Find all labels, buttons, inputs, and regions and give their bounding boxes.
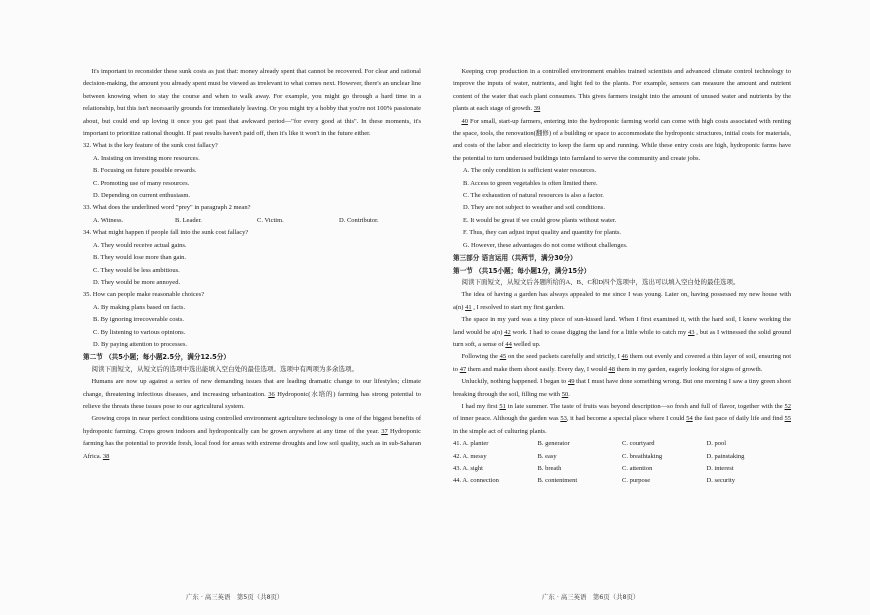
- option: A. Witness.: [93, 216, 124, 224]
- answer-option: 41. A. planter: [453, 440, 489, 448]
- blank: 54: [686, 415, 693, 423]
- text: the fast pace of daily life and find: [694, 415, 783, 423]
- text: Following the: [461, 353, 498, 361]
- answer-option: B. generator: [537, 440, 570, 448]
- answer-option: C. attention: [622, 465, 653, 472]
- blank-40: 40: [461, 117, 468, 125]
- page-right: [453, 66, 791, 488]
- cloze-paragraph: [453, 351, 791, 376]
- option: C. Promoting use of many resources.: [93, 179, 190, 187]
- text: For small, start-up farmers, entering into the hydroponic farming world can come with high costs associated with renting the space, tools, the renovation(翻修) of a building or space to accommodate the hydroponic structures, initial costs for materials, and costs of the labor and electricity to keep the farm up and running. While these entry costs are high, hydroponic farms have the potential to turn underused buildings into farmland to serve the community and create jobs.: [453, 117, 791, 162]
- blank: 42: [504, 328, 511, 336]
- option: B. Access to green vegetables is often limited there.: [463, 179, 598, 187]
- answer-option: D. pool: [706, 440, 726, 448]
- page-footer: 广东 · 高三英语 第5页（共8页）: [186, 593, 284, 601]
- blank-37: 37: [381, 427, 388, 435]
- text: them and make them shoot easily. Every day, I would: [467, 365, 607, 373]
- section-instruction: 阅读下面短文，从短文后各题所给的A、B、C和D四个选项中，选出可以填入空白处的最佳选项。: [461, 278, 740, 286]
- option: E. It would be great if we could grow plants without water.: [463, 216, 617, 224]
- text: on the seed packets carefully and strictly, I: [507, 353, 620, 361]
- blank-39: 39: [533, 105, 541, 113]
- option: A. Insisting on investing more resources.: [93, 154, 200, 162]
- question-34: 34. What might happen if people fall into the sunk cost fallacy?: [83, 229, 249, 237]
- option: B. Focusing on future possible rewards.: [93, 167, 197, 175]
- blank-36: 36: [268, 390, 275, 398]
- text: Unluckily, nothing happened. I began to: [461, 378, 567, 386]
- blank: 46: [621, 353, 629, 361]
- answer-option: 42. A. messy: [453, 452, 487, 460]
- option: B. They would lose more than gain.: [93, 254, 187, 262]
- text: Keeping crop production in a controlled environment enables trained scientists and advanced climate control technology to improve the inputs of water, nutrients, and light fed to the plants. For example, sensors can measure the amount and nutrient content of the water that each plant consumes. This gives farmers insight into the amount of unused water and nutrients by the plants at each stage of growth.: [453, 68, 791, 113]
- text: , I resolved to start my first garden.: [473, 303, 565, 311]
- page-left: [83, 66, 421, 463]
- blank: 45: [499, 353, 507, 361]
- option: D. They are not subject to weather and soil conditions.: [463, 204, 605, 212]
- text: in late summer. The taste of fruits was beyond description—so fresh and full of flavor, together with the: [507, 402, 783, 410]
- answer-option: B. easy: [537, 452, 557, 460]
- answer-option: D. interest: [706, 465, 734, 472]
- blank: 41: [465, 303, 472, 311]
- option: A. The only condition is sufficient water resources.: [463, 167, 597, 175]
- answer-row: [453, 438, 791, 450]
- option: F. Thus, they can adjust input quality and quantity for plants.: [463, 229, 622, 237]
- text: them in my garden, eagerly looking for signs of growth.: [616, 365, 763, 373]
- part-title: 第三部分 语言运用（共两节，满分30分）: [453, 254, 577, 263]
- blank: 51: [499, 402, 506, 410]
- text: work. I had to cease digging the land for a little while to catch my: [512, 328, 687, 336]
- option: D. They would be more annoyed.: [93, 278, 181, 286]
- question-33: 33. What does the underlined word "prey" in paragraph 2 mean?: [83, 204, 251, 212]
- option: C. The exhaustion of natural resources is also a factor.: [463, 192, 604, 200]
- blank: 55: [784, 415, 792, 423]
- question-32: 32. What is the key feature of the sunk cost fallacy?: [83, 142, 218, 150]
- text: .: [568, 390, 570, 398]
- text: , it had become a special place where I could: [566, 415, 685, 423]
- answer-option: B. breath: [537, 465, 562, 472]
- option: C. Victim.: [257, 216, 284, 224]
- text: , but as I witnessed the solid ground turn soft, a sense of: [453, 328, 792, 348]
- option: B. Leader.: [175, 216, 202, 224]
- answer-option: D. painstaking: [706, 452, 745, 460]
- option: B. By ignoring irrecoverable costs.: [93, 316, 184, 324]
- text: welled up.: [513, 340, 541, 348]
- answer-option: 44. A. connection: [453, 477, 499, 485]
- text: Hydroponic farming has the potential to provide fresh, local food for areas with extreme droughts and low soil quality, such as in sub-Saharan Africa.: [83, 427, 422, 460]
- text: The space in my yard was a tiny piece of sun-kissed land. When I first examined it, with the hard soil, I knew working the land would be a(n): [453, 316, 791, 336]
- cloze-paragraph: [453, 376, 791, 401]
- answer-option: D. security: [706, 477, 736, 485]
- answer-option: C. purpose: [622, 477, 651, 485]
- cloze-paragraph: [453, 314, 791, 351]
- answer-row: [453, 463, 791, 475]
- section-instruction: 阅读下面短文，从短文后的选项中选出能填入空白处的最佳选项。选项中有两项为多余选项。: [91, 365, 358, 373]
- text: The idea of having a garden has always appealed to me since I was young. Later on, having possessed my new house with a(n): [453, 291, 791, 311]
- section-title: 第二节 （共5小题；每小题2.5分，满分12.5分）: [83, 353, 230, 362]
- section-title: 第一节 （共15小题；每小题1分，满分15分）: [453, 266, 591, 275]
- text: Growing crops in near perfect conditions using controlled environment agriculture technology is one of the biggest benefits of hydroponic farming. Crops grown indoors and hydroponically can be grown anywhere at any time of the year.: [83, 415, 421, 435]
- option: D. By paying attention to processes.: [93, 340, 188, 348]
- answer-option: C. courtyard: [622, 440, 655, 448]
- answer-row: [453, 451, 791, 463]
- blank: 52: [784, 402, 792, 410]
- blank: 50: [561, 390, 569, 398]
- text: that I must have done something wrong. But one morning I saw a tiny green shoot breaking through the soil, filling me with: [453, 378, 792, 398]
- question-35: 35. How can people make reasonable choices?: [83, 291, 205, 299]
- answer-option: 43. A. sight: [453, 465, 483, 472]
- passage-paragraph: It's important to reconsider these sunk costs as just that: money already spent that cannot be recovered. For clear and rational decision-making, the amount you already spent must be viewed as irrelevant to what comes next. However, there's an unclear line between knowing when to stay the course and when to walk away. For example, you might go through a hard time in a relationship, but this isn't necessarily grounds for immediately leaving. Or you might try a hobby that you're not 100% passionate about, but could end up loving it once you get past that awkward period—"for every good at this". In these moments, it's important to prioritize rational thought. If past results haven't paid off, then it's like it won't in the future either.: [83, 68, 421, 138]
- blank: 43: [688, 328, 695, 336]
- answer-option: C. breathtaking: [622, 452, 663, 460]
- passage-paragraph: [453, 66, 791, 116]
- cloze-paragraph: [453, 401, 791, 438]
- text: in the simple act of culturing plants.: [453, 427, 547, 435]
- blank-38: 38: [102, 452, 110, 460]
- text: of inner peace. Although the garden was: [453, 415, 559, 423]
- blank: 49: [567, 378, 575, 386]
- passage-paragraph: [83, 413, 421, 463]
- answer-row: [453, 475, 791, 487]
- option: C. By listening to various opinions.: [93, 328, 186, 336]
- blank: 53: [560, 415, 567, 423]
- blank: 47: [459, 365, 467, 373]
- page-footer: 广东 · 高三英语 第6页（共8页）: [542, 593, 640, 601]
- text: Humans are now up against a series of new demanding issues that are leading dramatic change to our lifestyles; climate change, threatening infectious diseases, and increasing urbanization.: [83, 378, 421, 398]
- option: C. They would be less ambitious.: [93, 266, 180, 274]
- option: A. They would receive actual gains.: [93, 241, 187, 249]
- passage-paragraph: [83, 376, 421, 413]
- text: them out evenly and covered a thin layer of soil, ensuring not to: [453, 353, 792, 373]
- blank: 44: [505, 340, 512, 348]
- text: Hydroponic(水培的) farming has strong potential to relieve the threats these issues pose to our agricultural system.: [83, 390, 422, 410]
- passage-paragraph: [453, 116, 791, 166]
- option: G. However, these advantages do not come without challenges.: [463, 241, 628, 249]
- option: D. Depending on current enthusiasm.: [93, 192, 191, 200]
- blank: 48: [608, 365, 615, 373]
- answer-option: B. contentment: [537, 477, 578, 485]
- option: A. By making plans based on facts.: [93, 303, 186, 311]
- cloze-paragraph: [453, 289, 791, 314]
- text: I had my first: [461, 402, 498, 410]
- option-row: [83, 215, 421, 227]
- option: D. Contributor.: [339, 216, 379, 224]
